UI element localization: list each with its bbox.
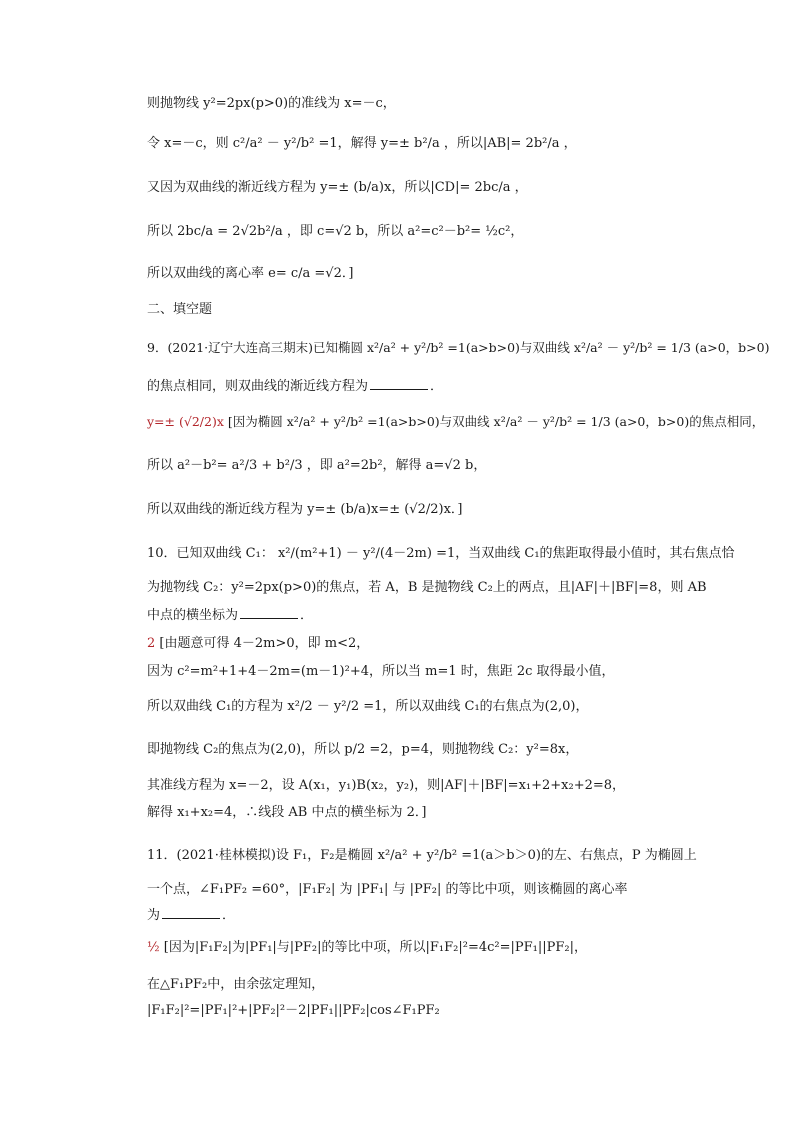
answer-9-value: y=± (√2/2)x <box>147 414 224 429</box>
question-11-line-2: 一个点，∠F₁PF₂ =60°，|F₁F₂| 为 |PF₁| 与 |PF₂| 的等比中项，则该椭圆的离心率 <box>147 882 628 897</box>
answer-11-line-2: 在△F₁PF₂中，由余弦定理知， <box>147 977 325 992</box>
question-10-text: 中点的横坐标为 <box>147 608 239 623</box>
question-9-line-2 <box>147 377 443 395</box>
answer-9-line-1 <box>147 414 764 430</box>
answer-10-line-5: 其准线方程为 x=－2，设 A(x₁，y₁)B(x₂，y₂)，则|AF|＋|BF|=x₁+2+x₂+2=8， <box>147 778 626 793</box>
answer-10-line-6: 解得 x₁+x₂=4，∴线段 AB 中点的横坐标为 2．] <box>147 805 427 820</box>
period: ． <box>430 379 444 394</box>
text-line-5: 所以双曲线的离心率 e= c/a =√2．] <box>147 266 354 281</box>
text-line-3: 又因为双曲线的渐近线方程为 y=± (b/a)x，所以|CD|= 2bc/a ， <box>147 180 528 195</box>
question-10-line-3 <box>147 606 313 624</box>
text-line-2: 令 x=－c，则 c²/a² － y²/b² =1，解得 y=± b²/a ，所以|AB|= 2b²/a ， <box>147 136 577 151</box>
answer-blank <box>370 377 428 390</box>
answer-10-line-2: 因为 c²=m²+1+4－2m=(m－1)²+4，所以当 m=1 时，焦距 2c 取得最小值， <box>147 664 615 679</box>
answer-10-line-4: 即抛物线 C₂的焦点为(2,0)，所以 p/2 =2，p=4，则抛物线 C₂：y²=8x， <box>147 742 579 757</box>
answer-10-value: 2 <box>147 636 156 651</box>
answer-9-line-3: 所以双曲线的渐近线方程为 y=± (b/a)x=± (√2/2)x．] <box>147 502 463 517</box>
question-9-line-1: 9．(2021·辽宁大连高三期末)已知椭圆 x²/a² + y²/b² =1(a>b>0)与双曲线 x²/a² － y²/b² = 1/3 (a>0，b>0) <box>147 340 770 355</box>
answer-11-explanation: [因为|F₁F₂|为|PF₁|与|PF₂|的等比中项，所以|F₁F₂|²=4c²=|PF₁||PF₂|， <box>163 940 587 955</box>
answer-11-line-1 <box>147 940 587 956</box>
text-line-1: 则抛物线 y²=2px(p>0)的准线为 x=－c， <box>147 96 396 111</box>
answer-10-line-1 <box>147 636 369 652</box>
question-9-text: 的焦点相同，则双曲线的渐近线方程为 <box>147 379 369 394</box>
answer-blank <box>240 606 298 619</box>
text-line-4: 所以 2bc/a = 2√2b²/a ，即 c=√2 b，所以 a²=c²－b²= ½c²， <box>147 224 524 239</box>
period: ． <box>300 608 314 623</box>
question-10-line-2: 为抛物线 C₂：y²=2px(p>0)的焦点，若 A，B 是抛物线 C₂上的两点，且|AF|＋|BF|=8，则 AB <box>147 580 707 595</box>
answer-9-explanation: [因为椭圆 x²/a² + y²/b² =1(a>b>0)与双曲线 x²/a² － y²/b² = 1/3 (a>0，b>0)的焦点相同， <box>227 414 765 429</box>
question-10-line-1: 10．已知双曲线 C₁： x²/(m²+1) － y²/(4－2m) =1，当双曲线 C₁的焦距取得最小值时，其右焦点恰 <box>147 546 735 561</box>
answer-11-line-3: |F₁F₂|²=|PF₁|²+|PF₂|²－2|PF₁||PF₂|cos∠F₁PF₂ <box>147 1003 440 1018</box>
answer-blank <box>162 906 220 919</box>
answer-10-line-3: 所以双曲线 C₁的方程为 x²/2 － y²/2 =1，所以双曲线 C₁的右焦点为(2,0)， <box>147 699 589 714</box>
question-11-line-1: 11．(2021·桂林模拟)设 F₁，F₂是椭圆 x²/a² + y²/b² =1(a＞b＞0)的左、右焦点，P 为椭圆上 <box>147 848 697 863</box>
question-11-text: 为 <box>147 908 161 923</box>
answer-9-line-2: 所以 a²－b²= a²/3 + b²/3 ，即 a²=2b²，解得 a=√2 b， <box>147 458 487 473</box>
period: ． <box>222 908 236 923</box>
question-11-line-3 <box>147 906 235 924</box>
answer-11-value: ½ <box>147 940 160 955</box>
answer-10-explanation: [由题意可得 4－2m>0，即 m<2， <box>159 636 370 651</box>
section-heading: 二、填空题 <box>147 302 213 317</box>
